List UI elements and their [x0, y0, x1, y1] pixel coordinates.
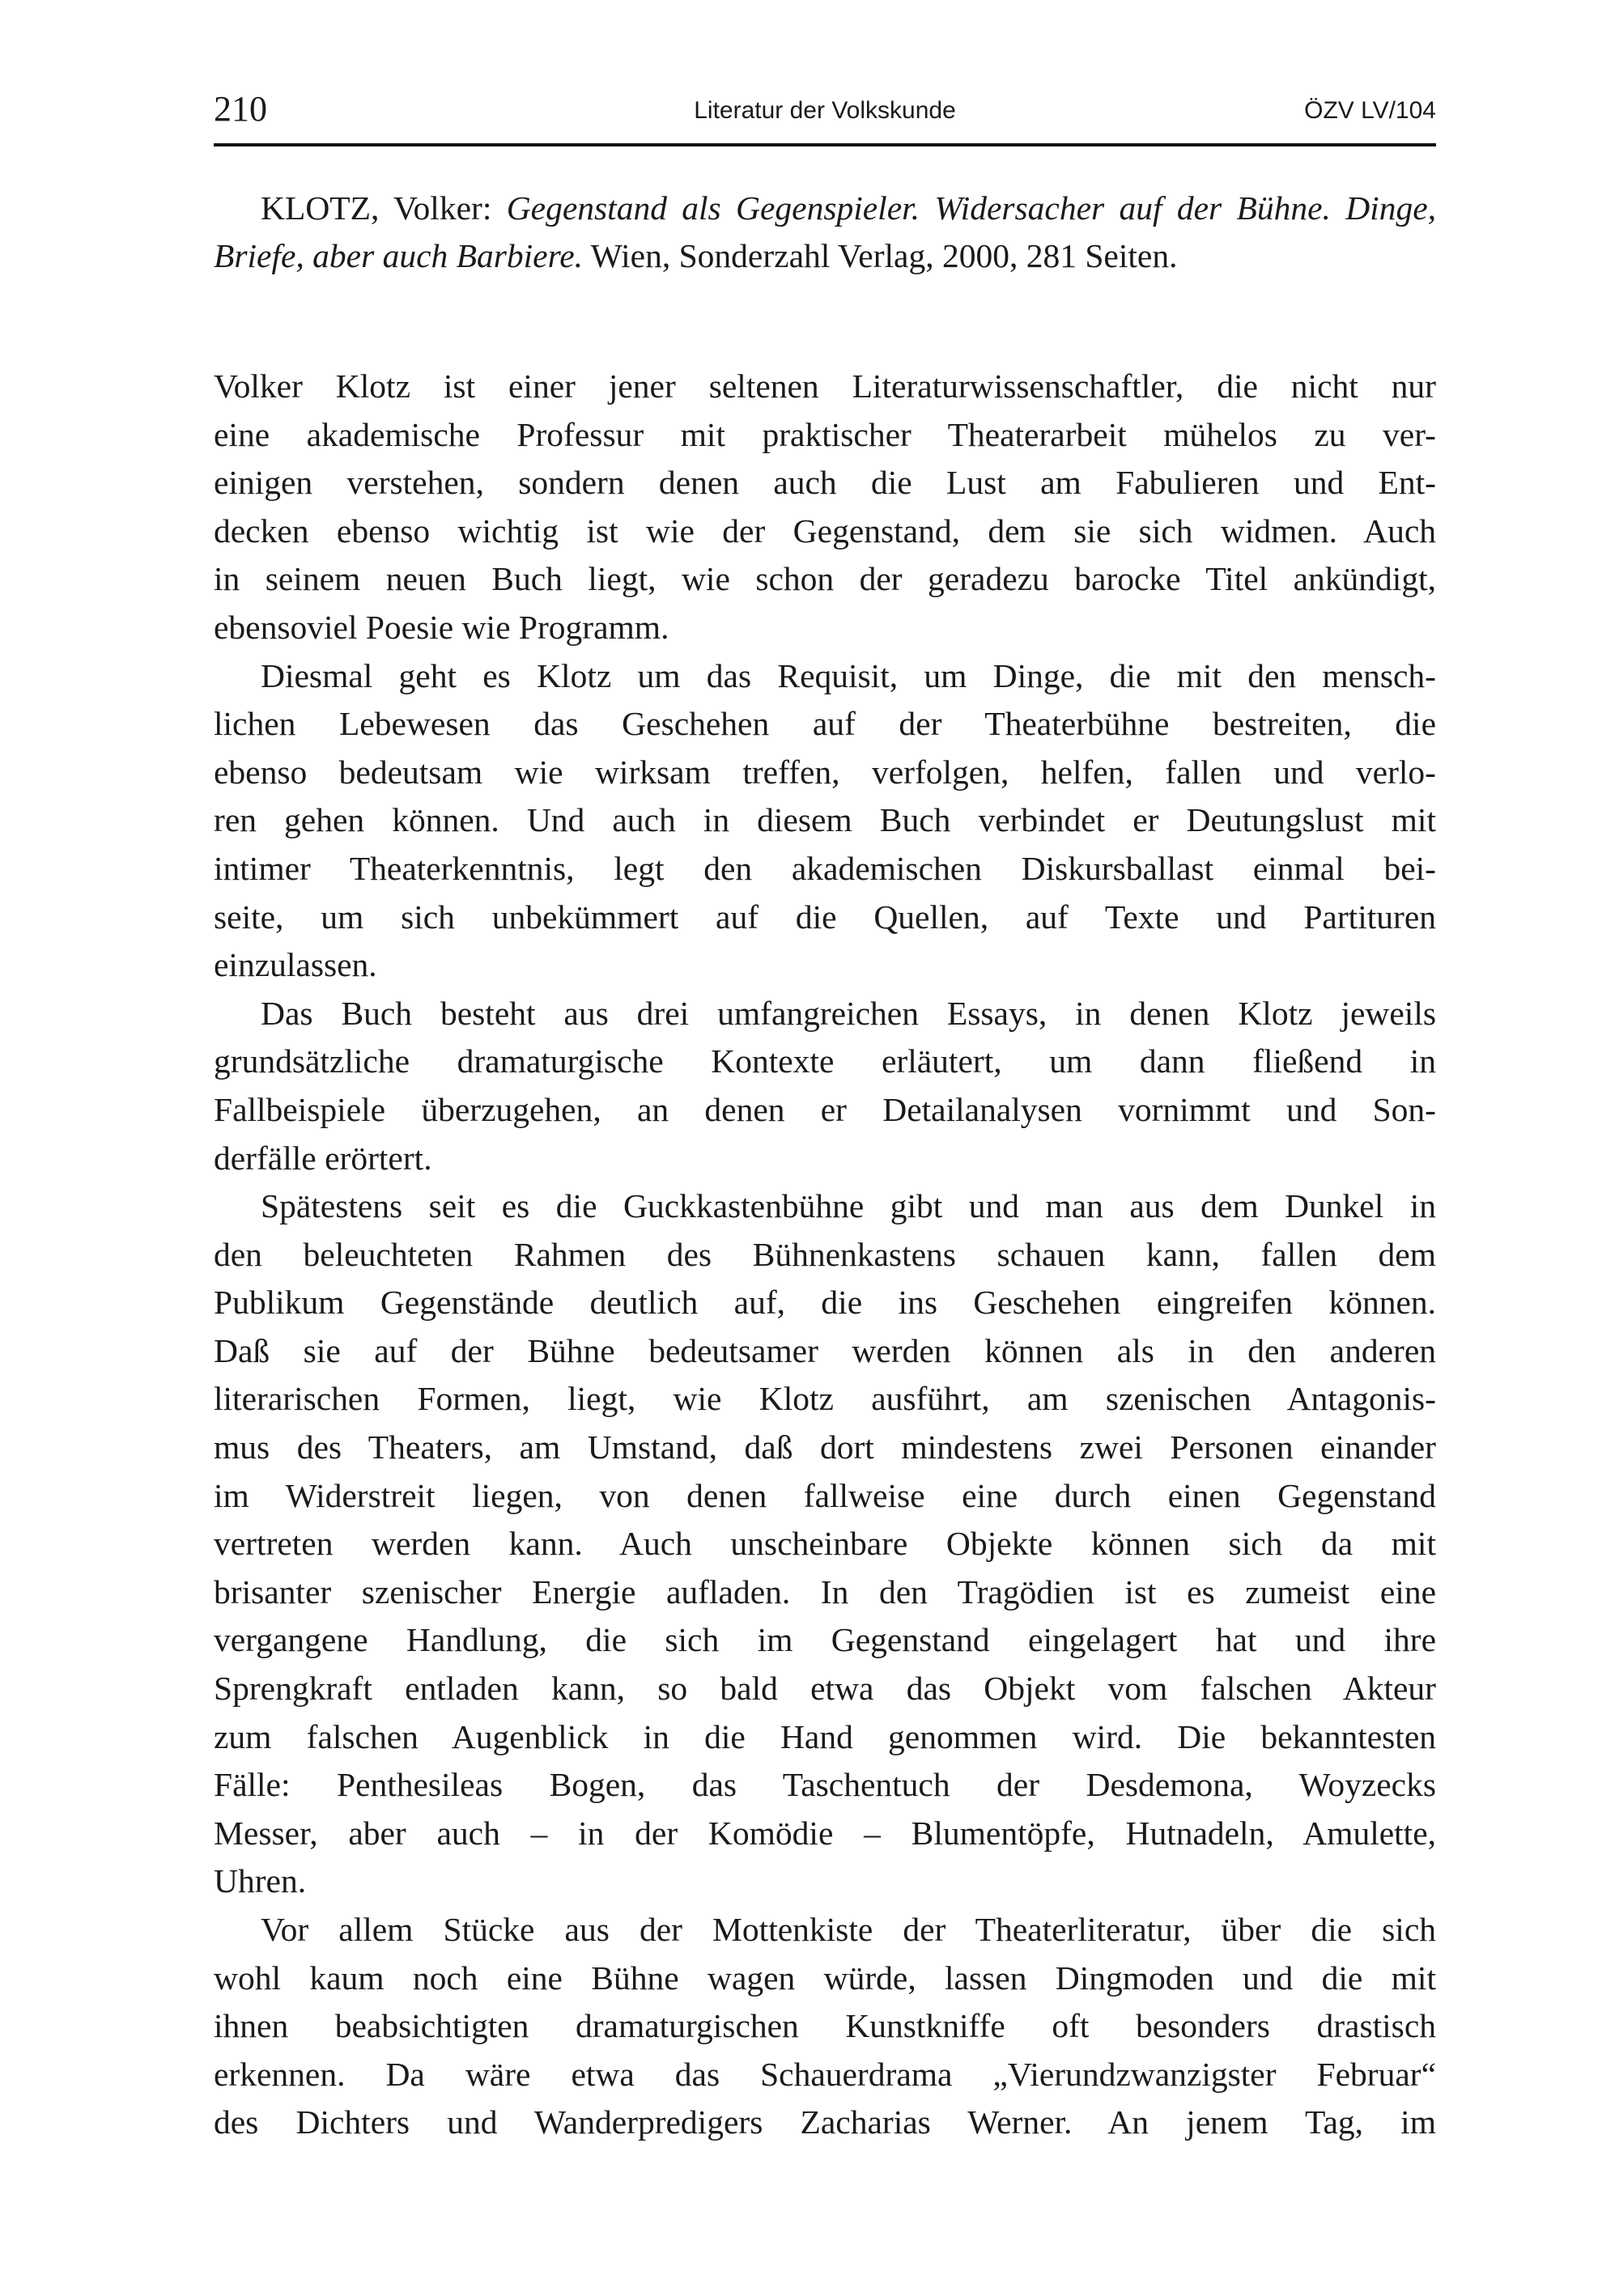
text-line: Vor allem Stücke aus der Mottenkiste der Theaterliteratur, über die sich	[261, 1911, 1436, 1948]
running-title: Literatur der Volkskunde	[694, 97, 956, 124]
review-body	[214, 363, 1436, 2147]
text-line: vergangene Handlung, die sich im Gegenstand eingelagert hat und ihre	[214, 1621, 1436, 1659]
text-line: im Widerstreit liegen, von denen fallweise eine durch einen Gegenstand	[214, 1476, 1436, 1514]
paragraph	[214, 363, 1436, 652]
text-line: Fallbeispiele überzugehen, an denen er Detailanalysen vornimmt und Son-	[214, 1090, 1436, 1128]
book-citation	[214, 185, 1436, 280]
text-line: mus des Theaters, am Umstand, daß dort mindestens zwei Personen einander	[214, 1428, 1436, 1466]
text-line: grundsätzliche dramaturgische Kontexte erläutert, um dann fließend in	[214, 1042, 1436, 1080]
text-line: wohl kaum noch eine Bühne wagen würde, lassen Dingmoden und die mit	[214, 1959, 1436, 1997]
paragraph	[214, 652, 1436, 990]
text-line: brisanter szenischer Energie aufladen. In den Tragödien ist es zumeist eine	[214, 1572, 1436, 1611]
text-line: in seinem neuen Buch liegt, wie schon der geradezu barocke Titel ankündigt,	[214, 560, 1436, 598]
text-line: Das Buch besteht aus drei umfangreichen Essays, in denen Klotz jeweils	[261, 994, 1436, 1032]
text-line: decken ebenso wichtig ist wie der Gegenstand, dem sie sich widmen. Auch	[214, 511, 1436, 550]
text-line: zum falschen Augenblick in die Hand genommen wird. Die bekanntesten	[214, 1717, 1436, 1755]
text-line: den beleuchteten Rahmen des Bühnenkastens schauen kann, fallen dem	[214, 1235, 1436, 1273]
citation-title: Gegenstand als Gegenspieler. Widersacher auf der Bühne. Dinge, Briefe, aber auch Barbiere.	[214, 189, 1437, 274]
citation-author: KLOTZ, Volker:	[261, 189, 492, 227]
text-line: Diesmal geht es Klotz um das Requisit, um Dinge, die mit den mensch-	[261, 656, 1436, 694]
page-number: 210	[214, 89, 267, 129]
text-line: ihnen beabsichtigten dramaturgischen Kunstkniffe oft besonders drastisch	[214, 2007, 1436, 2045]
text-line: lichen Lebewesen das Geschehen auf der Theaterbühne bestreiten, die	[214, 705, 1436, 743]
text-line: derfälle erörtert.	[214, 1139, 432, 1177]
text-line: seite, um sich unbekümmert auf die Quellen, auf Texte und Partituren	[214, 898, 1436, 936]
text-line: Volker Klotz ist einer jener seltenen Literaturwissenschaftler, die nicht nur	[214, 367, 1436, 405]
document-page	[214, 81, 1437, 2141]
text-line: einzulassen.	[214, 946, 377, 984]
text-line: des Dichters und Wanderpredigers Zacharias Werner. An jenem Tag, im	[214, 2103, 1436, 2141]
journal-reference: ÖZV LV/104	[1304, 97, 1436, 124]
text-line: einigen verstehen, sondern denen auch die Lust am Fabulieren und Ent-	[214, 464, 1436, 502]
text-line: eine akademische Professur mit praktischer Theaterarbeit mühelos zu ver-	[214, 415, 1436, 453]
text-line: Daß sie auf der Bühne bedeutsamer werden können als in den anderen	[214, 1331, 1436, 1369]
text-line: ebenso bedeutsam wie wirksam treffen, verfolgen, helfen, fallen und verlo-	[214, 753, 1436, 791]
text-line: Messer, aber auch – in der Komödie – Blumentöpfe, Hutnadeln, Amulette,	[214, 1814, 1436, 1852]
paragraph	[214, 1182, 1436, 1906]
text-line: Publikum Gegenstände deutlich auf, die ins Geschehen eingreifen können.	[214, 1284, 1436, 1322]
text-line: ebensoviel Poesie wie Programm.	[214, 608, 669, 646]
text-line: literarischen Formen, liegt, wie Klotz ausführt, am szenischen Antagonis-	[214, 1380, 1436, 1418]
text-line: vertreten werden kann. Auch unscheinbare Objekte können sich da mit	[214, 1525, 1436, 1563]
text-line: Uhren.	[214, 1862, 307, 1900]
text-line: Fälle: Penthesileas Bogen, das Taschentuch der Desdemona, Woyzecks	[214, 1766, 1436, 1804]
header-rule	[214, 143, 1436, 146]
citation-publication: Wien, Sonderzahl Verlag, 2000, 281 Seiten.	[590, 237, 1178, 274]
text-line: Sprengkraft entladen kann, so bald etwa das Objekt vom falschen Akteur	[214, 1670, 1436, 1708]
text-line: erkennen. Da wäre etwa das Schauerdrama „Vierundzwanzigster Februar“	[214, 2055, 1436, 2093]
running-header	[214, 81, 1436, 138]
text-line: Spätestens seit es die Guckkastenbühne gibt und man aus dem Dunkel in	[261, 1187, 1436, 1225]
text-line: ren gehen können. Und auch in diesem Buch verbindet er Deutungslust mit	[214, 801, 1436, 839]
paragraph	[214, 1906, 1436, 2147]
paragraph	[214, 990, 1436, 1182]
text-line: intimer Theaterkenntnis, legt den akademischen Diskursballast einmal bei-	[214, 849, 1436, 887]
